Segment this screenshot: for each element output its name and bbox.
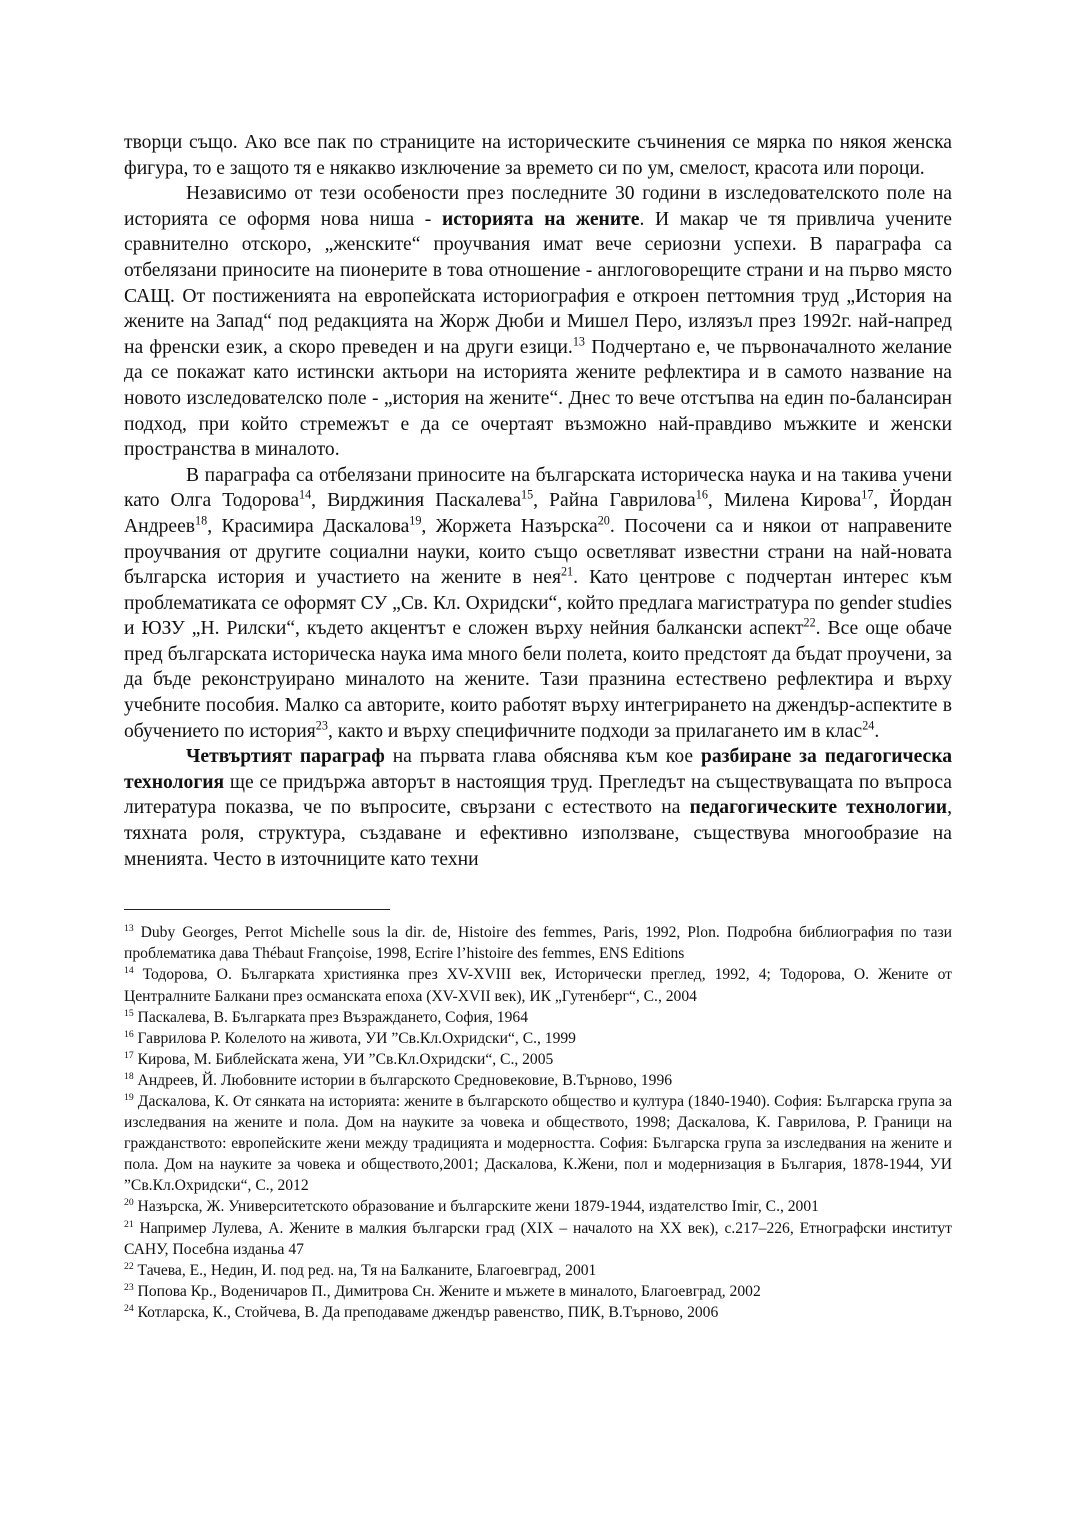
footnote-16: $^{16}$ Гаврилова Р. Колелото на живота, УИ ”Св.Кл.Охридски“, С., 1999 [124,1028,576,1047]
footnote-20: $^{20}$ Назърска, Ж. Университетското образование и българските жени 1879-1944, издателство Imir, С., 2001 [124,1197,819,1216]
footnote-ref: 13 [572,334,585,349]
footnote-ref: 23 [315,718,328,733]
footnote-ref: 18 [195,513,208,528]
footnote-14: $^{14}$ Тодорова, О. Българката християнка през XV-XVIII век, Исторически преглед, 1992, 4; Тодорова, О. Жените от Централните Балкани през османската епоха (XV-XVII век), ИК „Гутенберг“, С., 2004 [124,965,952,1005]
footnote-separator [124,909,390,910]
paragraph-3: В параграфа са отбелязани приносите на българската историческа наука и на такива учени като Олга Тодорова$^{14}$, Вирджиния Паскалева$^{15}$, Райна Гаврилова$^{16}$, Милена Кирова$^{17}$, Йордан Андреев$^{18}$, Красимира Даскалова$^{19}$, Жоржета Назърска$^{20}$. Посочени са и някои от направените проучвания от другите социални науки, които също осветляват известни страни на най-новата българска история и участието на жените в нея$^{21}$. Като центрове с подчертан интерес към проблематиката се оформят СУ „Св. Кл. Охридски“, който предлага магистратура по gender studies и ЮЗУ „Н. Рилски“, където акцентът е сложен върху нейния балкански аспект$^{22}$. Все още обаче пред българската историческа наука има много бели полета, които предстоят да бъдат проучени, за да бъде реконструирано миналото на жените. Тази празнина естествено рефлектира и върху учебните пособия. Малко са авторите, които работят върху интегрирането на джендър-аспектите в обучението по история$^{23}$, както и върху специфичните подходи за прилагането им в клас$^{24}$. [124,464,953,742]
paragraph-1: творци също. Ако все пак по страниците на историческите съчинения се мярка по някоя женска фигура, то е защото тя е някакво изключение за времето си по ум, смелост, красота или пороци. [124,132,952,179]
paragraph-2: Независимо от тези особености през последните 30 години в изследователското поле на историята се оформя нова ниша - историята на жените. И макар че тя привлича учените сравнително отскоро, „женските“ проучвания имат вече сериозни успехи. В параграфа са отбелязани приносите на пионерите в това отношение - англоговорещите страни и на първо място САЩ. От постиженията на европейската историография е откроен петтомния труд „История на жените на Запад“ под редакцията на Жорж Дюби и Мишел Перо, излязъл през 1992г. най-напред на френски език, а скоро преведен и на други езици.$^{13}$ Подчертано е, че първоначалното желание да се покажат като истински актьори на историята жените рефлектира и в самото название на новото изследователско поле - „история на жените“. Днес то вече отстъпва на един по-балансиран подход, при който стремежът е да се очертаят възможно най-правдиво мъжките и женски пространства в миналото. [124,183,953,461]
main-text [124,130,952,872]
bold-term: историята на жените [441,208,640,230]
footnote-23: $^{23}$ Попова Кр., Воденичаров П., Димитрова Сн. Жените и мъжете в миналото, Благоевград, 2002 [124,1281,761,1300]
document-page [124,130,952,1323]
footnote-13: $^{13}$ Duby Georges, Perrot Michelle sous la dir. de, Histoire des femmes, Paris, 1992, Plon. Подробна библиография по тази проблематика дава Thébaut Françoise, 1998, Ecrire l’histoire des femmes, ENS Editions [124,923,952,963]
footnote-ref: 19 [409,513,422,528]
footnote-ref: 16 [695,487,708,502]
footnote-ref: 24 [862,718,875,733]
footnote-17: $^{17}$ Кирова, М. Библейската жена, УИ ”Св.Кл.Охридски“, С., 2005 [124,1049,554,1068]
footnotes [124,922,952,1323]
footnote-22: $^{22}$ Тачева, Е., Недин, И. под ред. на, Тя на Балканите, Благоевград, 2001 [124,1260,597,1279]
bold-term: педагогическите технологии [689,797,948,819]
footnote-19: $^{19}$ Даскалова, К. От сянката на историята: жените в българското общество и култура (1840-1940). София: Българска група за изследвания на жените и пола. Дом на науките за човека и обществото, 1998; Даскалова, К. Гаврилова, Р. Граници на гражданството: европейските жени между традицията и модерността. София: Българска група за изследвания на жените и пола. Дом на науките за човека и обществото,2001; Даскалова, К.Жени, пол и модернизация в България, 1878-1944, УИ ”Св.Кл.Охридски“, С., 2012 [124,1091,952,1195]
footnote-ref: 14 [299,487,312,502]
footnote-ref: 15 [521,487,534,502]
paragraph-4: Четвъртият параграф на първата глава обяснява към кое разбиране за педагогическа технология ще се придържа авторът в настоящия труд. Прегледът на съществуващата по въпроса литература показва, че по въпросите, свързани с естеството на педагогическите технологии, тяхната роля, структура, създаване и ефективно използване, съществува многообразие на мненията. Често в източниците като техни [124,746,953,870]
footnote-ref: 20 [597,513,610,528]
footnote-ref: 17 [861,487,874,502]
footnote-21: $^{21}$ Например Лулева, А. Жените в малкия български град (XIX – началото на XX век), с.217–226, Етнографски институт САНУ, Посебна изданьа 47 [124,1218,952,1258]
bold-term: разбиране за педагогическа технология [124,746,953,793]
footnote-15: $^{15}$ Паскалева, В. Българката през Възраждането, София, 1964 [124,1007,528,1026]
footnote-ref: 21 [560,564,574,579]
footnote-24: $^{24}$ Котларска, К., Стойчева, В. Да преподаваме джендър равенство, ПИК, В.Търново, 2006 [124,1302,719,1321]
footnote-ref: 22 [803,615,816,630]
footnote-18: $^{18}$ Андреев, Й. Любовните истории в българското Средновековие, В.Търново, 1996 [124,1070,673,1089]
bold-term: Четвъртият параграф [186,746,385,768]
